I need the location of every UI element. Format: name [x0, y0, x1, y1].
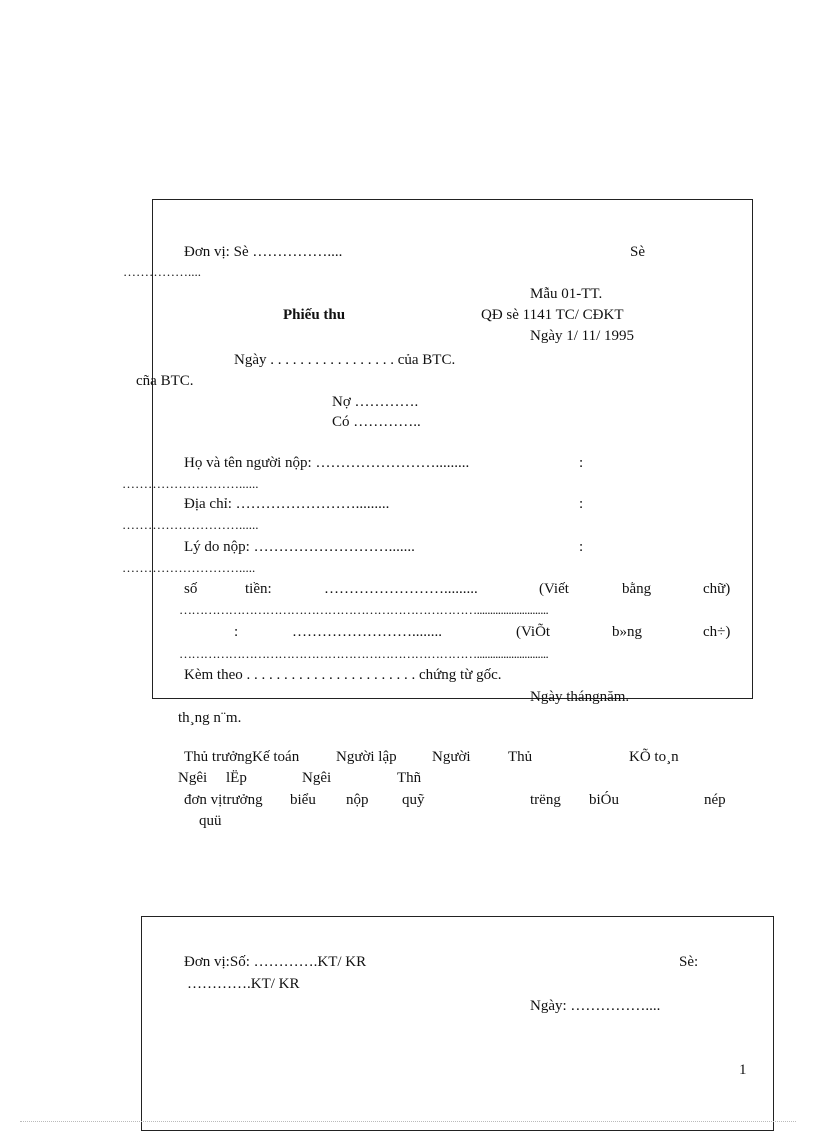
- sig-chief-accountant: KÕ to¸n: [629, 749, 679, 765]
- in-words-3: chữ): [703, 581, 731, 597]
- sig-row2-a: Ngêi: [178, 770, 208, 786]
- form1-frame: [152, 199, 753, 699]
- form2-unit-line: Đơn vị:Số: ………….KT/ KR: [184, 954, 367, 970]
- sig-row2-b: lËp: [226, 770, 247, 786]
- sig-row2-d: Thñ: [397, 770, 422, 786]
- amount-words-line-2: ………………………………………………………………...........................: [179, 646, 549, 661]
- sig-treasurer: Thủ: [508, 749, 533, 765]
- amount-label-tien: tiền:: [245, 581, 272, 597]
- form2-frame: [141, 916, 774, 1131]
- address-field: Địa chỉ: …………………….........: [184, 496, 390, 512]
- sig-row3-d: quỹ: [402, 792, 425, 808]
- in-words-2: bằng: [622, 581, 652, 597]
- in-words-1: (Viết: [539, 581, 569, 597]
- sig-row2-c: Ngêi: [302, 770, 332, 786]
- cua-btc: cña BTC.: [136, 373, 194, 389]
- address-wrap: ………………………......: [122, 517, 259, 532]
- decision-number: QĐ sè 1141 TC/ CĐKT: [481, 307, 624, 323]
- so-label-right: Sè: [630, 244, 645, 260]
- amount-dots-2: ……………………........: [292, 624, 442, 640]
- sig-row3-a: đơn vịtrưởng: [184, 792, 263, 808]
- form-code: Mẫu 01-TT.: [530, 286, 603, 302]
- sig-director-accountant: Thủ trưởngKế toán: [184, 749, 300, 765]
- amount-label-so: số: [184, 581, 198, 597]
- in-words-garbled-2: b»ng: [612, 624, 642, 640]
- form2-so-wrap: ………….KT/ KR: [187, 976, 300, 992]
- sig-preparer: Người lập: [336, 749, 397, 765]
- month-year-garbled: th¸ng n¨m.: [178, 710, 242, 726]
- unit-line: Đơn vị: Sè ……………....: [184, 244, 343, 260]
- attachments-line: Kèm theo . . . . . . . . . . . . . . . . . . . . . . . chứng từ gốc.: [184, 667, 502, 683]
- sig-row3-f: biÓu: [589, 792, 619, 808]
- reason-colon: :: [579, 539, 584, 555]
- sig-row3-g: nép: [704, 792, 726, 808]
- bottom-dotted-rule: [20, 1121, 796, 1122]
- payer-name-colon: :: [579, 455, 584, 471]
- page-number: 1: [739, 1062, 747, 1078]
- sig-row3-b: biểu: [290, 792, 316, 808]
- decision-date: Ngày 1/ 11/ 1995: [530, 328, 635, 344]
- payer-name-wrap: ………………………......: [122, 476, 259, 491]
- sig-payer: Người: [432, 749, 471, 765]
- amount-dots: …………………….........: [324, 581, 478, 597]
- date-day-month-year: Ngày thángnăm.: [530, 689, 630, 705]
- payer-name-field: Họ và tên người nộp: …………………….........: [184, 455, 470, 471]
- so-dots-wrap: ……………....: [123, 264, 201, 279]
- debit-line: Nợ ………….: [332, 394, 419, 410]
- sig-row3-c: nộp: [346, 792, 369, 808]
- colon-2: :: [234, 624, 239, 640]
- form2-date: Ngày: ……………....: [530, 998, 661, 1014]
- sig-row4: quü: [199, 813, 222, 829]
- in-words-garbled-1: (ViÕt: [516, 624, 551, 640]
- sig-row3-e: trëng: [530, 792, 561, 808]
- amount-words-line-1: ………………………………………………………………...........................: [179, 602, 549, 617]
- date-line: Ngày . . . . . . . . . . . . . . . . . của BTC.: [234, 352, 456, 368]
- in-words-garbled-3: ch÷): [703, 624, 731, 640]
- reason-wrap: ……………………….....: [122, 560, 256, 575]
- address-colon: :: [579, 496, 584, 512]
- reason-field: Lý do nộp: ……………………….......: [184, 539, 415, 555]
- form-title: Phiếu thu: [283, 307, 346, 323]
- credit-line: Có …………..: [332, 414, 421, 430]
- form2-so-right: Sè:: [679, 954, 699, 970]
